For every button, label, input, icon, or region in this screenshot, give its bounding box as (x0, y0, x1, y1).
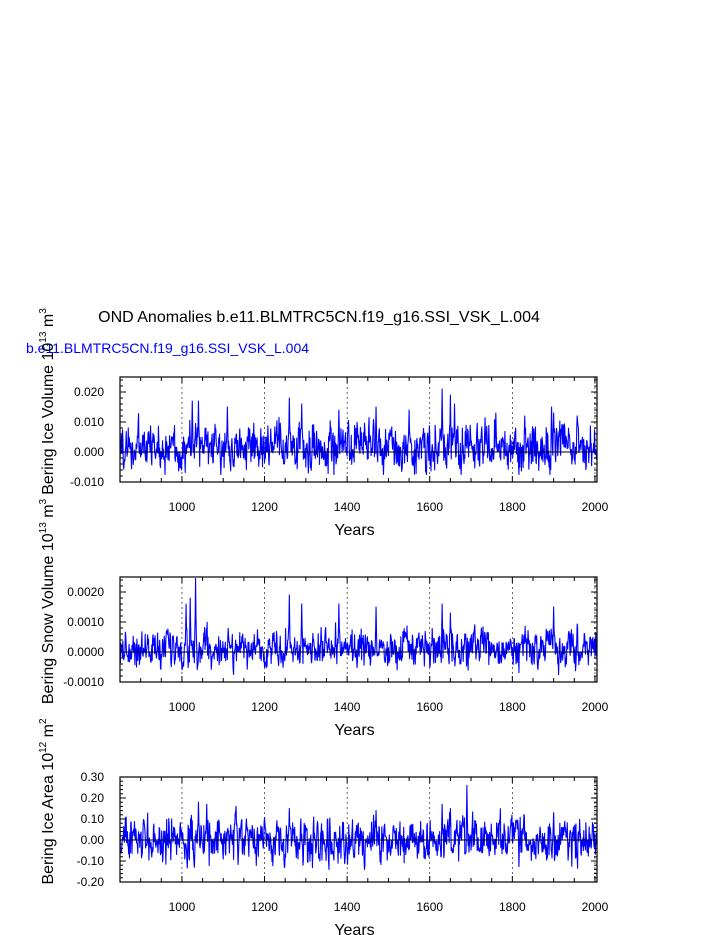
x-tick-label: 2000 (581, 900, 609, 914)
x-tick-label: 2000 (581, 500, 609, 514)
y-axis-label-exp1: 13 (38, 331, 49, 343)
y-axis-label-main: Bering Ice Volume 10 (40, 342, 57, 495)
x-tick-label: 1600 (416, 500, 444, 514)
chart-subtitle: b.e11.BLMTRC5CN.f19_g16.SSI_VSK_L.004 (26, 340, 310, 356)
y-tick-label: -0.20 (76, 875, 104, 889)
y-tick-label: 0.0020 (67, 585, 104, 599)
panels (38, 308, 609, 935)
y-axis-label-unit: m (40, 313, 57, 332)
x-tick-label: 1600 (416, 700, 444, 714)
y-axis-label-exp1: 12 (38, 741, 49, 753)
x-tick-label: 1200 (251, 700, 278, 714)
x-tick-label: 1800 (498, 700, 526, 714)
x-tick-label: 1400 (333, 700, 361, 714)
series-line (120, 579, 597, 675)
x-tick-label: 1400 (333, 900, 361, 914)
x-tick-label: 1200 (251, 500, 278, 514)
x-tick-label: 1800 (498, 900, 526, 914)
x-tick-label: 1800 (498, 500, 526, 514)
y-tick-label: -0.010 (69, 475, 104, 489)
x-axis-label: Years (334, 722, 375, 739)
x-axis-label: Years (334, 522, 375, 539)
y-tick-label: 0.010 (73, 415, 104, 429)
series-line (120, 389, 597, 475)
x-tick-label: 1000 (168, 900, 196, 914)
y-axis-label (38, 308, 57, 495)
y-tick-label: 0.020 (73, 385, 104, 399)
y-axis-label-main: Bering Ice Area 10 (40, 752, 57, 885)
x-axis-label: Years (334, 922, 375, 935)
panel-2 (38, 498, 609, 739)
y-tick-label: 0.000 (73, 445, 104, 459)
y-tick-label: 0.00 (80, 833, 104, 847)
x-tick-label: 1200 (251, 900, 278, 914)
y-axis-label-exp1: 13 (38, 522, 49, 534)
x-tick-label: 1600 (416, 900, 444, 914)
y-tick-label: 0.0010 (67, 615, 104, 629)
y-tick-label: 0.10 (80, 812, 104, 826)
x-tick-label: 1000 (168, 500, 196, 514)
x-tick-label: 1400 (333, 500, 361, 514)
y-tick-label: 0.0000 (67, 645, 104, 659)
y-axis-label-main: Bering Snow Volume 10 (40, 533, 57, 705)
y-axis-label-exp2: 3 (38, 308, 49, 314)
y-axis-label (38, 718, 57, 885)
y-tick-label: -0.10 (76, 854, 104, 868)
y-axis-label-unit: m (40, 724, 57, 742)
series-line (120, 785, 597, 869)
y-tick-label: 0.30 (80, 770, 104, 784)
panel-3 (38, 718, 609, 935)
chart-title: OND Anomalies b.e11.BLMTRC5CN.f19_g16.SSI_VSK_L.004 (98, 309, 540, 326)
y-axis-label-exp2: 2 (38, 718, 49, 725)
y-axis-label-exp2: 3 (38, 498, 49, 505)
y-axis-label-unit: m (40, 504, 57, 523)
y-tick-label: -0.0010 (63, 675, 104, 689)
x-tick-label: 1000 (168, 700, 196, 714)
y-axis-label (38, 498, 57, 704)
x-tick-label: 2000 (581, 700, 609, 714)
y-tick-label: 0.20 (80, 791, 104, 805)
